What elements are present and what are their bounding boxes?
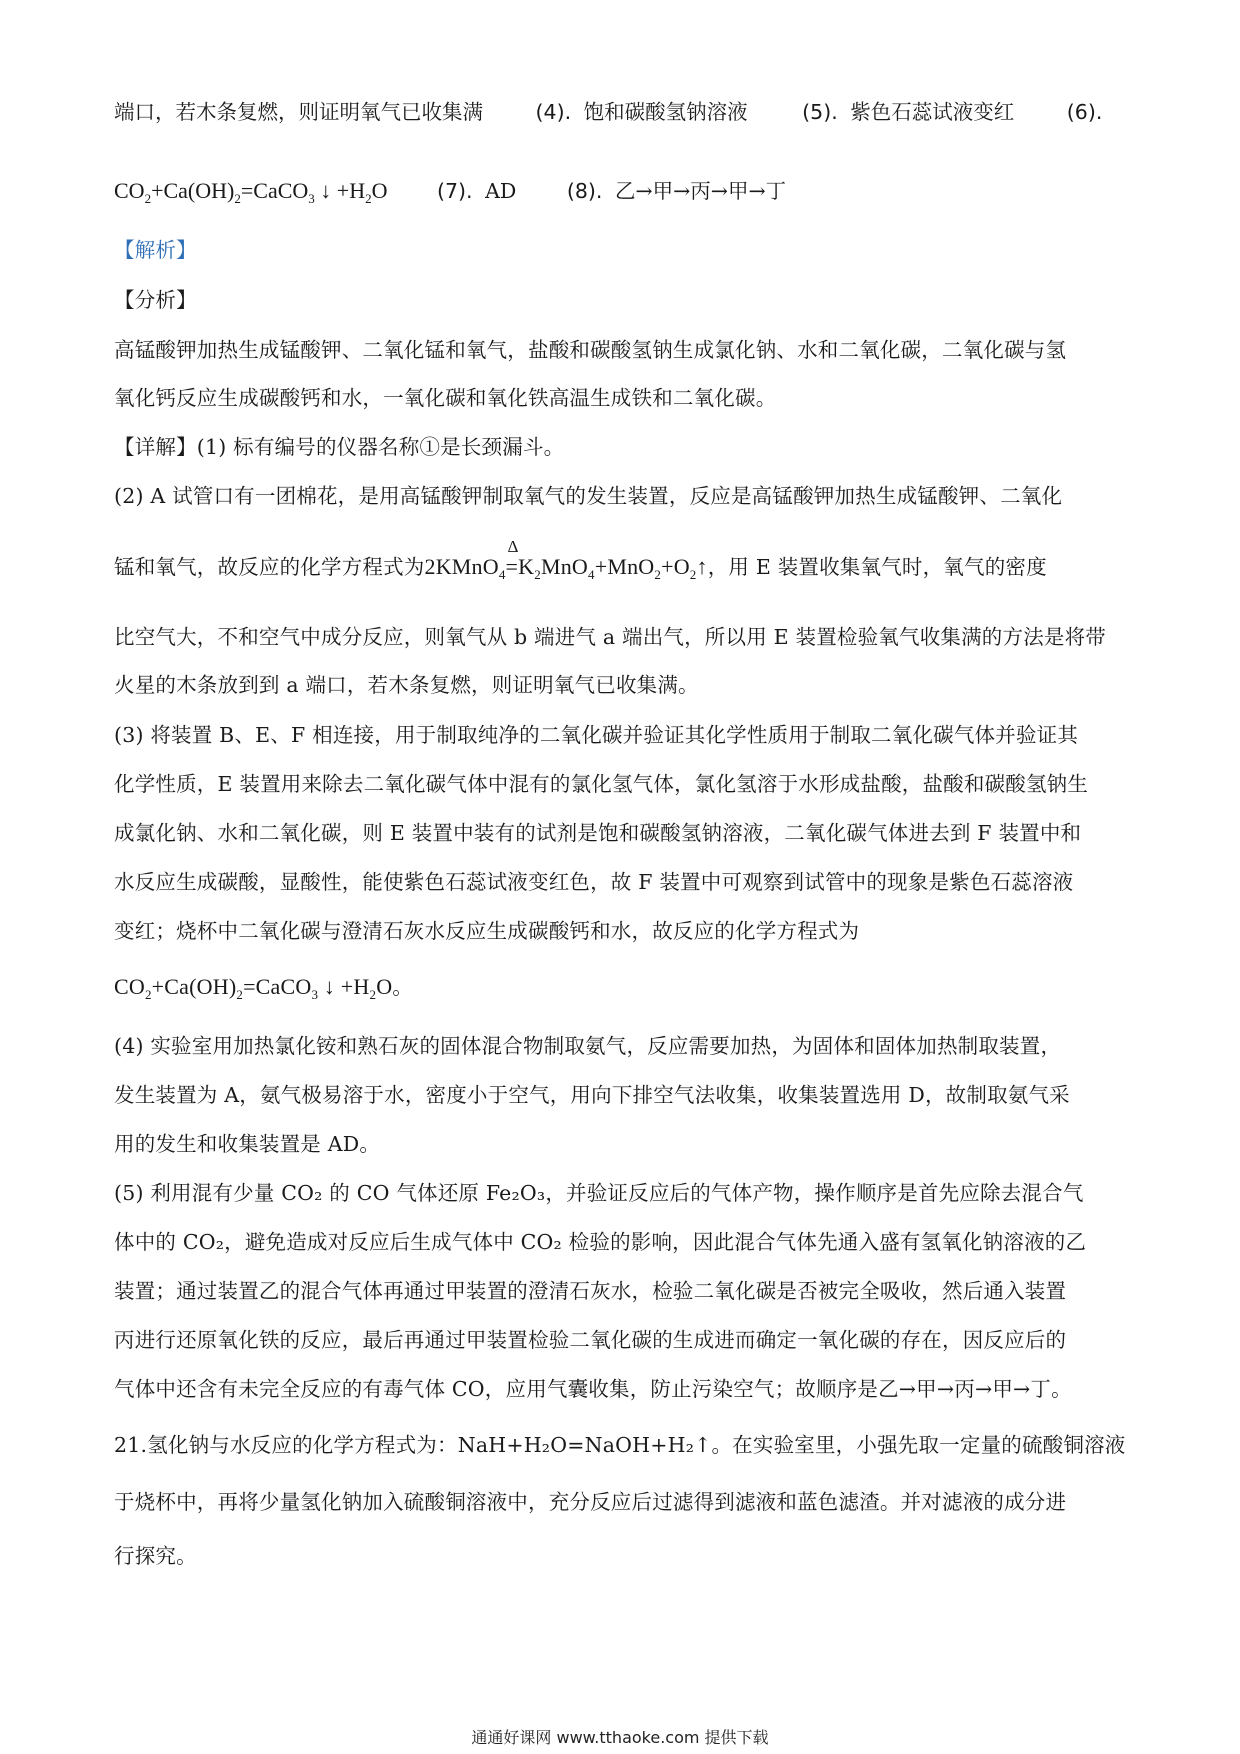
- equation-caoh2-answer: $CO_2+Ca(OH)_2=CaCO_3$ ↓ $+H_2O$: [114, 178, 388, 206]
- answer-8-label: (8).: [566, 179, 603, 203]
- detail-part-2-line-2: 锰和氧气，故反应的化学方程式为2KMnO$_4$ Δ $=K_2MnO_4+MnO_2+O_2↑$，用 E 装置收集氧气时，氧气的密度: [114, 552, 1134, 582]
- question-21-line-1: 21.氢化钠与水反应的化学方程式为：NaH+H₂O=NaOH+H₂↑。在实验室里，小强先取一定量的硫酸铜溶液: [114, 1433, 1126, 1457]
- fenxi-heading: 【分析】: [114, 288, 197, 312]
- detail-part-3-line-1: (3) 将装置 B、E、F 相连接，用于制取纯净的二氧化碳并验证其化学性质用于制取二氧化碳气体并验证其: [114, 723, 1079, 747]
- answer-4-text: 饱和碳酸氢钠溶液: [583, 100, 748, 124]
- detail-part-4-line-2: 发生装置为 A，氨气极易溶于水，密度小于空气，用向下排空气法收集，收集装置选用 D，故制取氨气采: [114, 1083, 1070, 1107]
- detail-part-3-line-4: 水反应生成碳酸，显酸性，能使紫色石蕊试液变红色，故 F 装置中可观察到试管中的现象是紫色石蕊溶液: [114, 870, 1074, 894]
- question-21-line-3: 行探究。: [114, 1544, 197, 1568]
- jiexi-heading: 【解析】: [114, 238, 197, 262]
- detail-part-4-line-1: (4) 实验室用加热氯化铵和熟石灰的固体混合物制取氨气，反应需要加热，为固体和固体加热制取装置，: [114, 1034, 1062, 1058]
- detail-part-2-line-3: 比空气大，不和空气中成分反应，则氧气从 b 端进气 a 端出气，所以用 E 装置检验氧气收集满的方法是将带: [114, 625, 1107, 649]
- answer-5-text: 紫色石蕊试液变红: [850, 100, 1015, 124]
- detail-part-2-line-1: (2) A 试管口有一团棉花，是用高锰酸钾制取氧气的发生装置，反应是高锰酸钾加热生成锰酸钾、二氧化: [114, 484, 1063, 508]
- answer-7-label: (7).: [436, 179, 473, 203]
- question-21-line-2: 于烧杯中，再将少量氢化钠加入硫酸铜溶液中，充分反应后过滤得到滤液和蓝色滤渣。并对滤液的成分进: [114, 1490, 1067, 1514]
- detail-part-5-line-5: 气体中还含有未完全反应的有毒气体 CO，应用气囊收集，防止污染空气；故顺序是乙→甲→丙→甲→丁。: [114, 1377, 1072, 1401]
- delta-symbol: Δ: [507, 537, 519, 556]
- answer-4-label: (4).: [535, 100, 572, 124]
- answer-8-text: 乙→甲→丙→甲→丁: [614, 179, 787, 203]
- answer-3-tail: 端口，若木条复燃，则证明氧气已收集满: [114, 100, 483, 124]
- detail-part-2-line-4: 火星的木条放到到 a 端口，若木条复燃，则证明氧气已收集满。: [114, 673, 699, 697]
- detail-part-5-line-2: 体中的 CO₂，避免造成对反应后生成气体中 CO₂ 检验的影响，因此混合气体先通入盛有氢氧化钠溶液的乙: [114, 1230, 1087, 1254]
- answer-row-1: [114, 97, 1102, 127]
- detail-part-5-line-4: 丙进行还原氧化铁的反应，最后再通过甲装置检验二氧化碳的生成进而确定一氧化碳的存在，因反应后的: [114, 1328, 1067, 1352]
- analysis-line-2: 氧化钙反应生成碳酸钙和水，一氧化碳和氧化铁高温生成铁和二氧化碳。: [114, 386, 777, 410]
- page-footer: 通通好课网 www.tthaoke.com 提供下载: [471, 1728, 769, 1747]
- detail-part-4-line-3: 用的发生和收集装置是 AD。: [114, 1132, 381, 1156]
- answer-7-text: AD: [485, 179, 517, 203]
- detail-part-3-line-3: 成氯化钠、水和二氧化碳，则 E 装置中装有的试剂是饱和碳酸氢钠溶液，二氧化碳气体进去到 F 装置中和: [114, 821, 1082, 845]
- answer-6-label: (6).: [1066, 100, 1103, 124]
- detail-part-5-line-3: 装置；通过装置乙的混合气体再通过甲装置的澄清石灰水，检验二氧化碳是否被完全吸收，然后通入装置: [114, 1279, 1067, 1303]
- detail-part-3-line-5: 变红；烧杯中二氧化碳与澄清石灰水反应生成碳酸钙和水，故反应的化学方程式为: [114, 919, 860, 943]
- equation-kmno4: 2KMnO$_4$ Δ $=K_2MnO_4+MnO_2+O_2↑$: [425, 554, 708, 579]
- detail-part-3-line-2: 化学性质，E 装置用来除去二氧化碳气体中混有的氯化氢气体，氯化氢溶于水形成盐酸，盐酸和碳酸氢钠生: [114, 772, 1089, 796]
- answer-5-label: (5).: [802, 100, 838, 124]
- detail-part-1: 【详解】(1) 标有编号的仪器名称①是长颈漏斗。: [114, 435, 565, 459]
- answer-row-2: [114, 176, 786, 206]
- analysis-line-1: 高锰酸钾加热生成锰酸钾、二氧化锰和氧气，盐酸和碳酸氢钠生成氯化钠、水和二氧化碳，二氧化碳与氢: [114, 338, 1067, 362]
- detail-part-3-equation-line: $CO_2+Ca(OH)_2=CaCO_3$ ↓ $+H_2O$。: [114, 974, 413, 1002]
- equation-caoh2: $CO_2+Ca(OH)_2=CaCO_3$ ↓ $+H_2O$: [114, 974, 393, 1002]
- detail-part-5-line-1: (5) 利用混有少量 CO₂ 的 CO 气体还原 Fe₂O₃，并验证反应后的气体产物，操作顺序是首先应除去混合气: [114, 1181, 1084, 1205]
